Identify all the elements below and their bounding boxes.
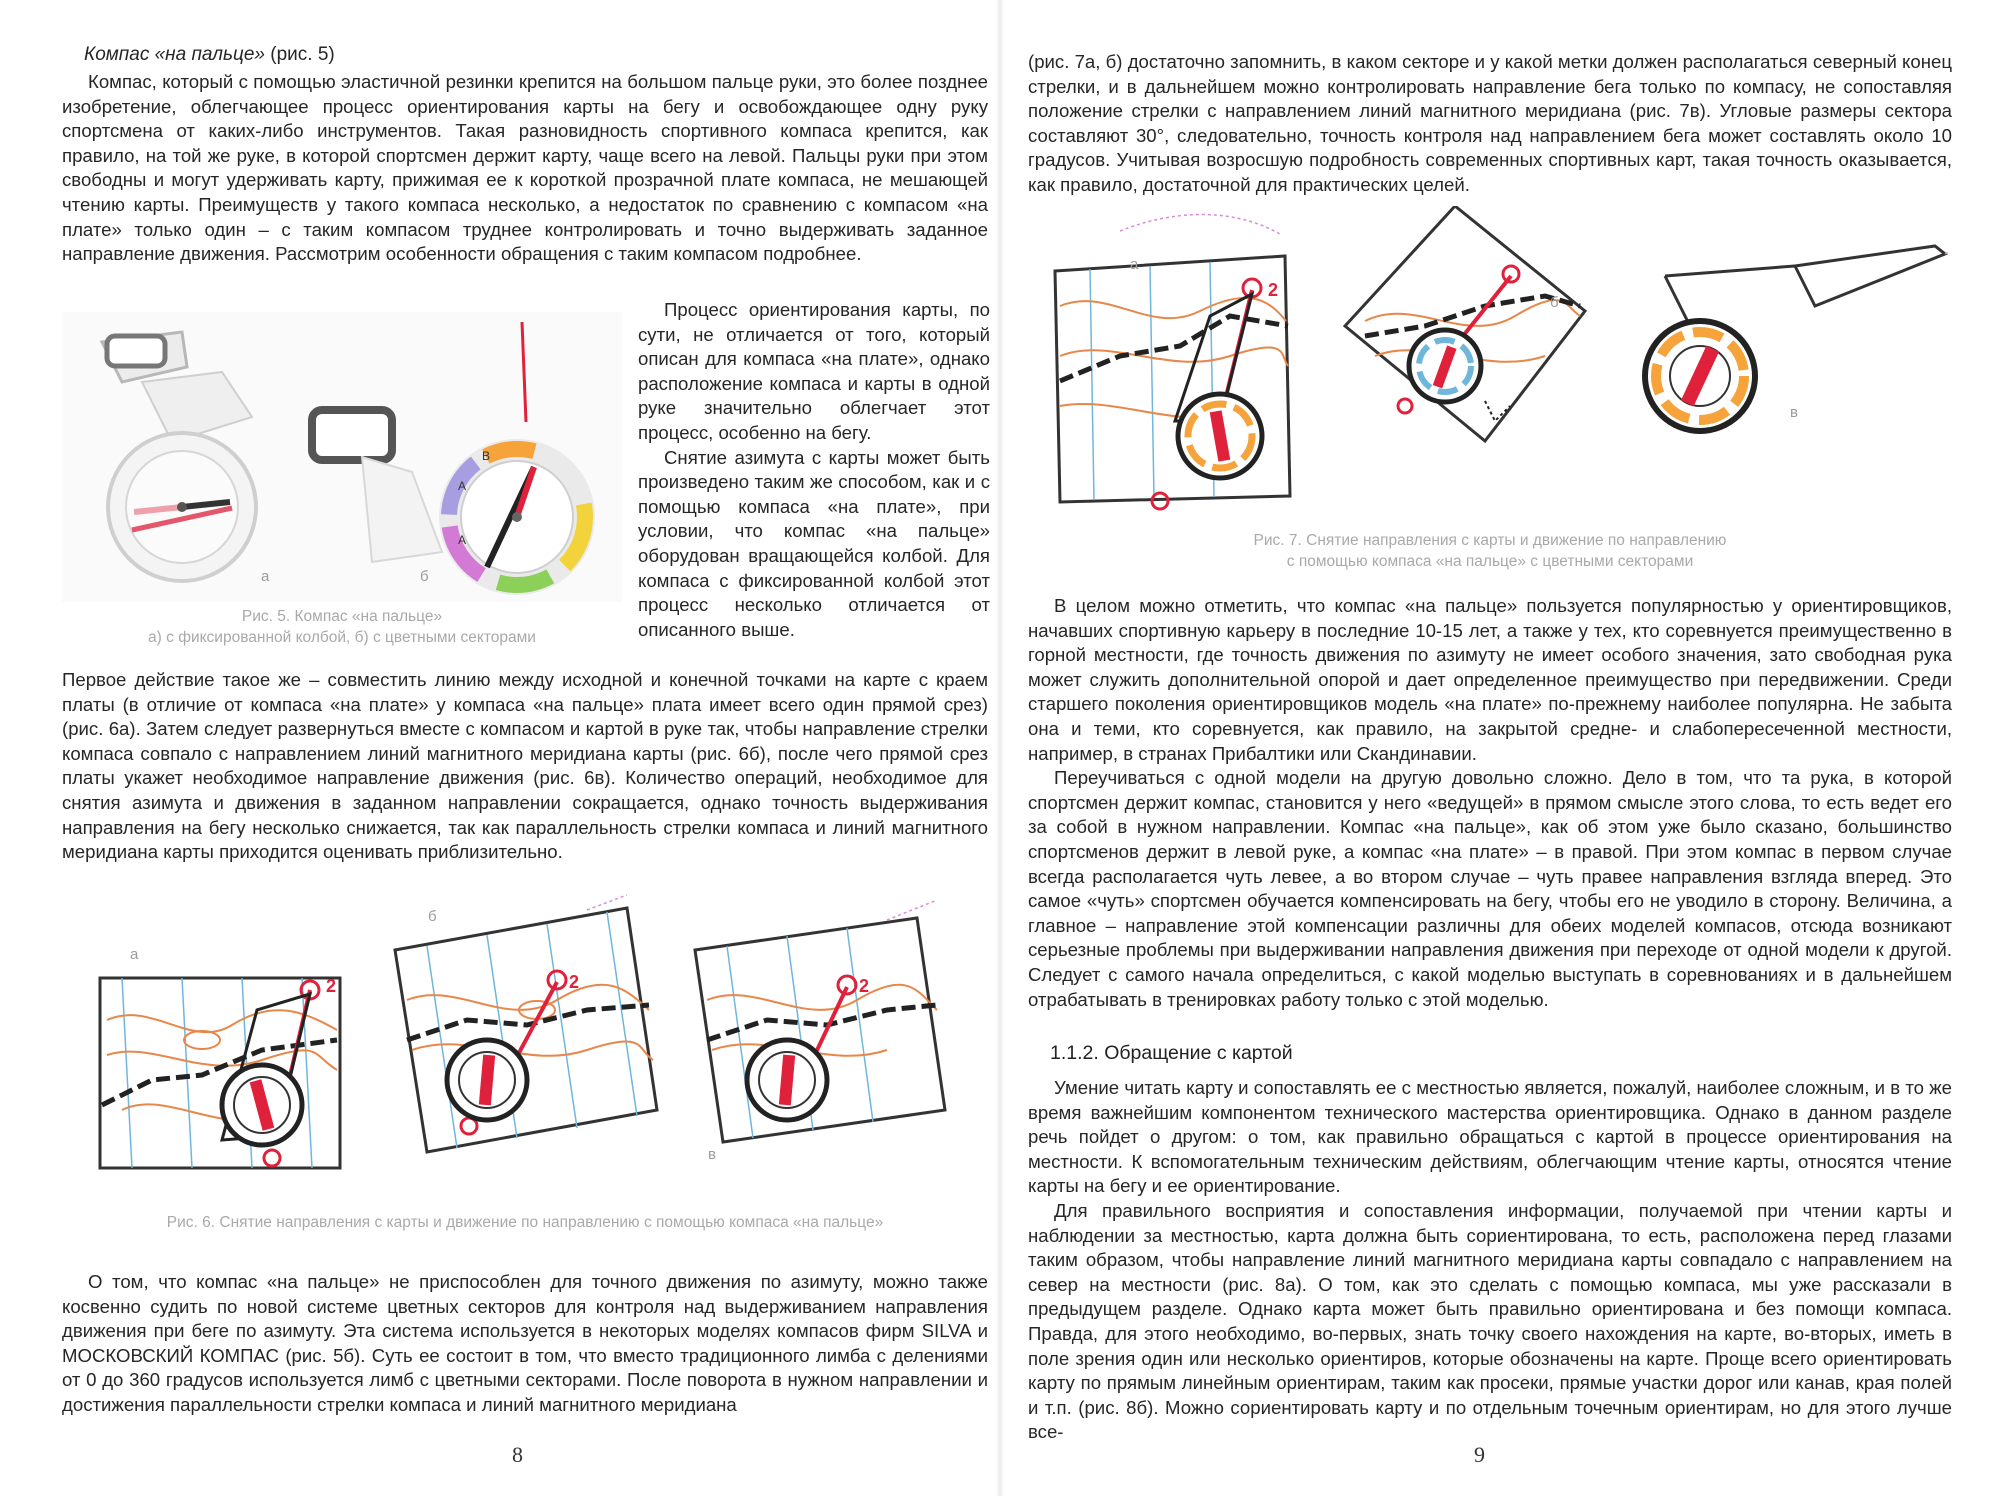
svg-text:B: B [482,449,491,463]
svg-text:2: 2 [326,976,337,996]
figure-6-label-v: в [708,1146,716,1163]
page-number-left: 8 [512,1442,523,1467]
paragraph-bottom [62,1270,988,1418]
right-page [1000,0,2000,1496]
figure-5-drawing [62,312,622,602]
paragraph-top-text: (рис. 7а, б) достаточно запомнить, в каком секторе и у какой метки должен располагаться северный конец стрелки, и в дальнейшем можно контролировать направление бега только по компасу, не сопоставляя положение стрелки с направлением линий магнитного меридиана (рис. 7в). Угловые размеры сектора составляют 30°, следовательно, точность контроля над направлением бега может составлять около 10 градусов. Учитывая возросшую подробность современных спортивных карт, такая точность оказывается, как правило, достаточной для практических целей. [1028,51,1952,195]
paragraph-bottom-text: О том, что компас «на пальце» не приспособлен для точного движения по азимуту, можно также косвенно судить по новой системе цветных секторов для контроля над выдерживанием направления движения при беге по азимуту. Эта система используется в некоторых моделях компасов фирм SILVA и МОСКОВСКИЙ КОМПАС (рис. 5б). Суть ее состоит в том, что вместо традиционного лимба с делениями от 0 до 360 градусов используется лимб с цветными секторами. После поворота в нужном направлении и достижения параллельности стрелки компаса и линий магнитного меридиана [62,1271,988,1415]
svg-text:A: A [458,479,467,493]
figure-6-drawing [62,890,982,1170]
section-title-italic: Компас «на пальце» [84,44,265,65]
side-paragraph-1: Процесс ориентирования карты, по сути, не отличается от того, который описан для компаса «на плате», однако расположение компаса и карты в одной руке значительно облегчает этот процесс, особенно на бегу. [638,299,990,443]
figure-7-drawing [1030,206,1950,526]
svg-text:2: 2 [569,972,580,992]
section-title-ref: (рис. 5) [264,44,335,65]
figure-6-label-b: б [428,908,437,925]
right-main-text [1028,594,1952,1012]
intro-paragraph [62,70,988,267]
figure-5-caption-line2: а) с фиксированной колбой, б) с цветными секторами [148,629,536,646]
figure-7-label-v: в [1790,404,1798,421]
intro-text: Компас, который с помощью эластичной резинки крепится на большом пальце руки, это более позднее изобретение, облегчающее процесс ориентирования карты на бегу и освобождающее одну руку спортсмена от каких-либо инструментов. Такая разновидность спортивного компаса крепится, как правило, на той же руке, в которой спортсмен держит карту, чаще всего на левой. Пальцы руки при этом свободны и могут удерживать карту, прижимая ее к короткой прозрачной плате компаса, не мешающей чтению карты. Преимуществ у такого компаса несколько, а недостаток по сравнению с компасом «на плате» только один – с таким компасом труднее контролировать и точно выдерживать заданное направление движения. Рассмотрим особенности обращения с таким компасом подробнее. [62,71,988,265]
figure-7-label-a: а [1130,256,1139,273]
side-column [638,298,990,642]
paragraph-top [1028,50,1952,198]
figure-5-label-a: а [261,568,270,585]
section-title [84,44,335,66]
paragraph-map-2: Для правильного восприятия и сопоставления информации, получаемой при чтении карты и наблюдении за местностью, карта должна быть сориентирована, то есть, расположена перед глазами таким образом, чтобы направление линий магнитного меридиана карты совпадало с направлением на север на местности (рис. 8а). О том, как это сделать с помощью компаса, мы уже рассказали в предыдущем разделе. Однако карта может быть правильно ориентирована и без помощи компаса. Правда, для этого необходимо, во-первых, знать точку своего нахождения на карте, во-вторых, иметь в поле зрения один или несколько ориентиров, которые обозначены на карте. Проще всего ориентировать карту по прямым линейным ориентирам, таким как просеки, прямые участки дорог или канав, края полей и т.п. (рис. 8б). Можно сориентировать карту и по отдельным точечным ориентирам, но для этого лучше все- [1028,1199,1952,1443]
paragraph-relearn: Переучиваться с одной модели на другую довольно сложно. Дело в том, что та рука, в которой спортсмен держит компас, становится у него «ведущей» в прямом смысле этого слова, то есть ведет его за собой в нужном направлении. Компас «на пальце», как об этом уже было сказано, большинство спортсменов держит в левой руке, а компас «на плате» – в правой. При этом компас в первом случае всегда располагается чуть левее, а во втором случае – чуть правее направления взгляда вперед. Это самое «чуть» спортсмен обучается компенсировать на бегу, чтобы его не уводило в сторону. Величина, а главное – направление этой компенсации различны для обеих моделей компасов, отсюда возникают серьезные проблемы при выдерживании направления движения при переходе от одной модели к другой. Следует с самого начала определиться, с какой моделью выступать в соревнованиях и в дальнейшем отрабатывать в тренировках работу только с этой моделью. [1028,767,1952,1010]
figure-6 [62,890,982,1170]
paragraph-map-1: Умение читать карту и сопоставлять ее с местностью является, пожалуй, наиболее сложным, и в то же время важнейшим компонентом технического мастерства ориентировщика. Однако в данном разделе речь пойдет о другом: о том, как правильно обращаться с картой в процессе ориентирования на местности. К вспомогательным техническим действиям, облегчающим чтение карты, относятся чтение карты на бегу и ее ориентирование. [1028,1077,1952,1197]
figure-5-label-b: б [420,568,429,585]
figure-7-caption-line2: с помощью компаса «на пальце» с цветными секторами [1286,553,1694,570]
paragraph-popular: В целом можно отметить, что компас «на пальце» пользуется популярностью у ориентировщиков, начавших спортивную карьеру в последние 10-15 лет, а также у тех, кто соревнуется преимущественно в горной местности, где точность движения по азимуту не имеет особого значения, зато свободная рука может служить дополнительной опорой и дает определенное преимущество при передвижении. Среди старшего поколения ориентировщиков модель «на плате» по-прежнему наиболее популярна. Не забыта она и теми, кто соревнуется, как правило, на закрытой средне- и слабопересеченной местности, например, в странах Прибалтики или Скандинавии. [1028,595,1952,764]
figure-7 [1030,206,1950,526]
section-heading-map-handling: 1.1.2. Обращение с картой [1050,1042,1293,1064]
figure-6-caption [62,1212,988,1233]
figure-6-label-a: а [130,946,139,963]
map-handling-text [1028,1076,1952,1445]
figure-7-caption-line1: Рис. 7. Снятие направления с карты и движение по направлению [1253,532,1727,549]
figure-5 [62,312,622,602]
figure-5-caption [72,606,612,648]
svg-text:2: 2 [859,976,870,996]
figure-6-caption-text: Рис. 6. Снятие направления с карты и движение по направлению с помощью компаса «на пальце» [166,1214,884,1231]
svg-text:2: 2 [1268,280,1279,300]
paragraph-first-action [62,668,988,865]
paragraph-first-action-text: Первое действие такое же – совместить линию между исходной и конечной точками на карте с краем платы (в отличие от компаса «на плате» у компаса «на пальце» плата имеет всего один прямой срез) (рис. 6а). Затем следует развернуться вместе с компасом и картой в руке так, чтобы направление стрелки компаса совпало с направлением линий магнитного меридиана карты (рис. 6б), после чего прямой срез платы укажет необходимое направление движения (рис. 6в). Количество операций, необходимое для снятия азимута и движения в заданном направлении сокращается, однако точность выдерживания направления на бегу несколько снижается, так как параллельность стрелки компаса и линий магнитного меридиана карты приходится оценивать приблизительно. [62,669,988,863]
figure-5-caption-line1: Рис. 5. Компас «на пальце» [241,608,443,625]
figure-7-caption [1060,530,1920,572]
page-number-right: 9 [1474,1442,1485,1467]
svg-text:A: A [458,533,467,547]
side-paragraph-2: Снятие азимута с карты может быть произведено таким же способом, как и с помощью компаса «на плате», при условии, что компас «на пальце» оборудован вращающейся колбой. Для компаса с фиксированной колбой этот процесс несколько отличается от описанного выше. [638,446,990,640]
figure-7-label-b: б [1550,294,1559,311]
